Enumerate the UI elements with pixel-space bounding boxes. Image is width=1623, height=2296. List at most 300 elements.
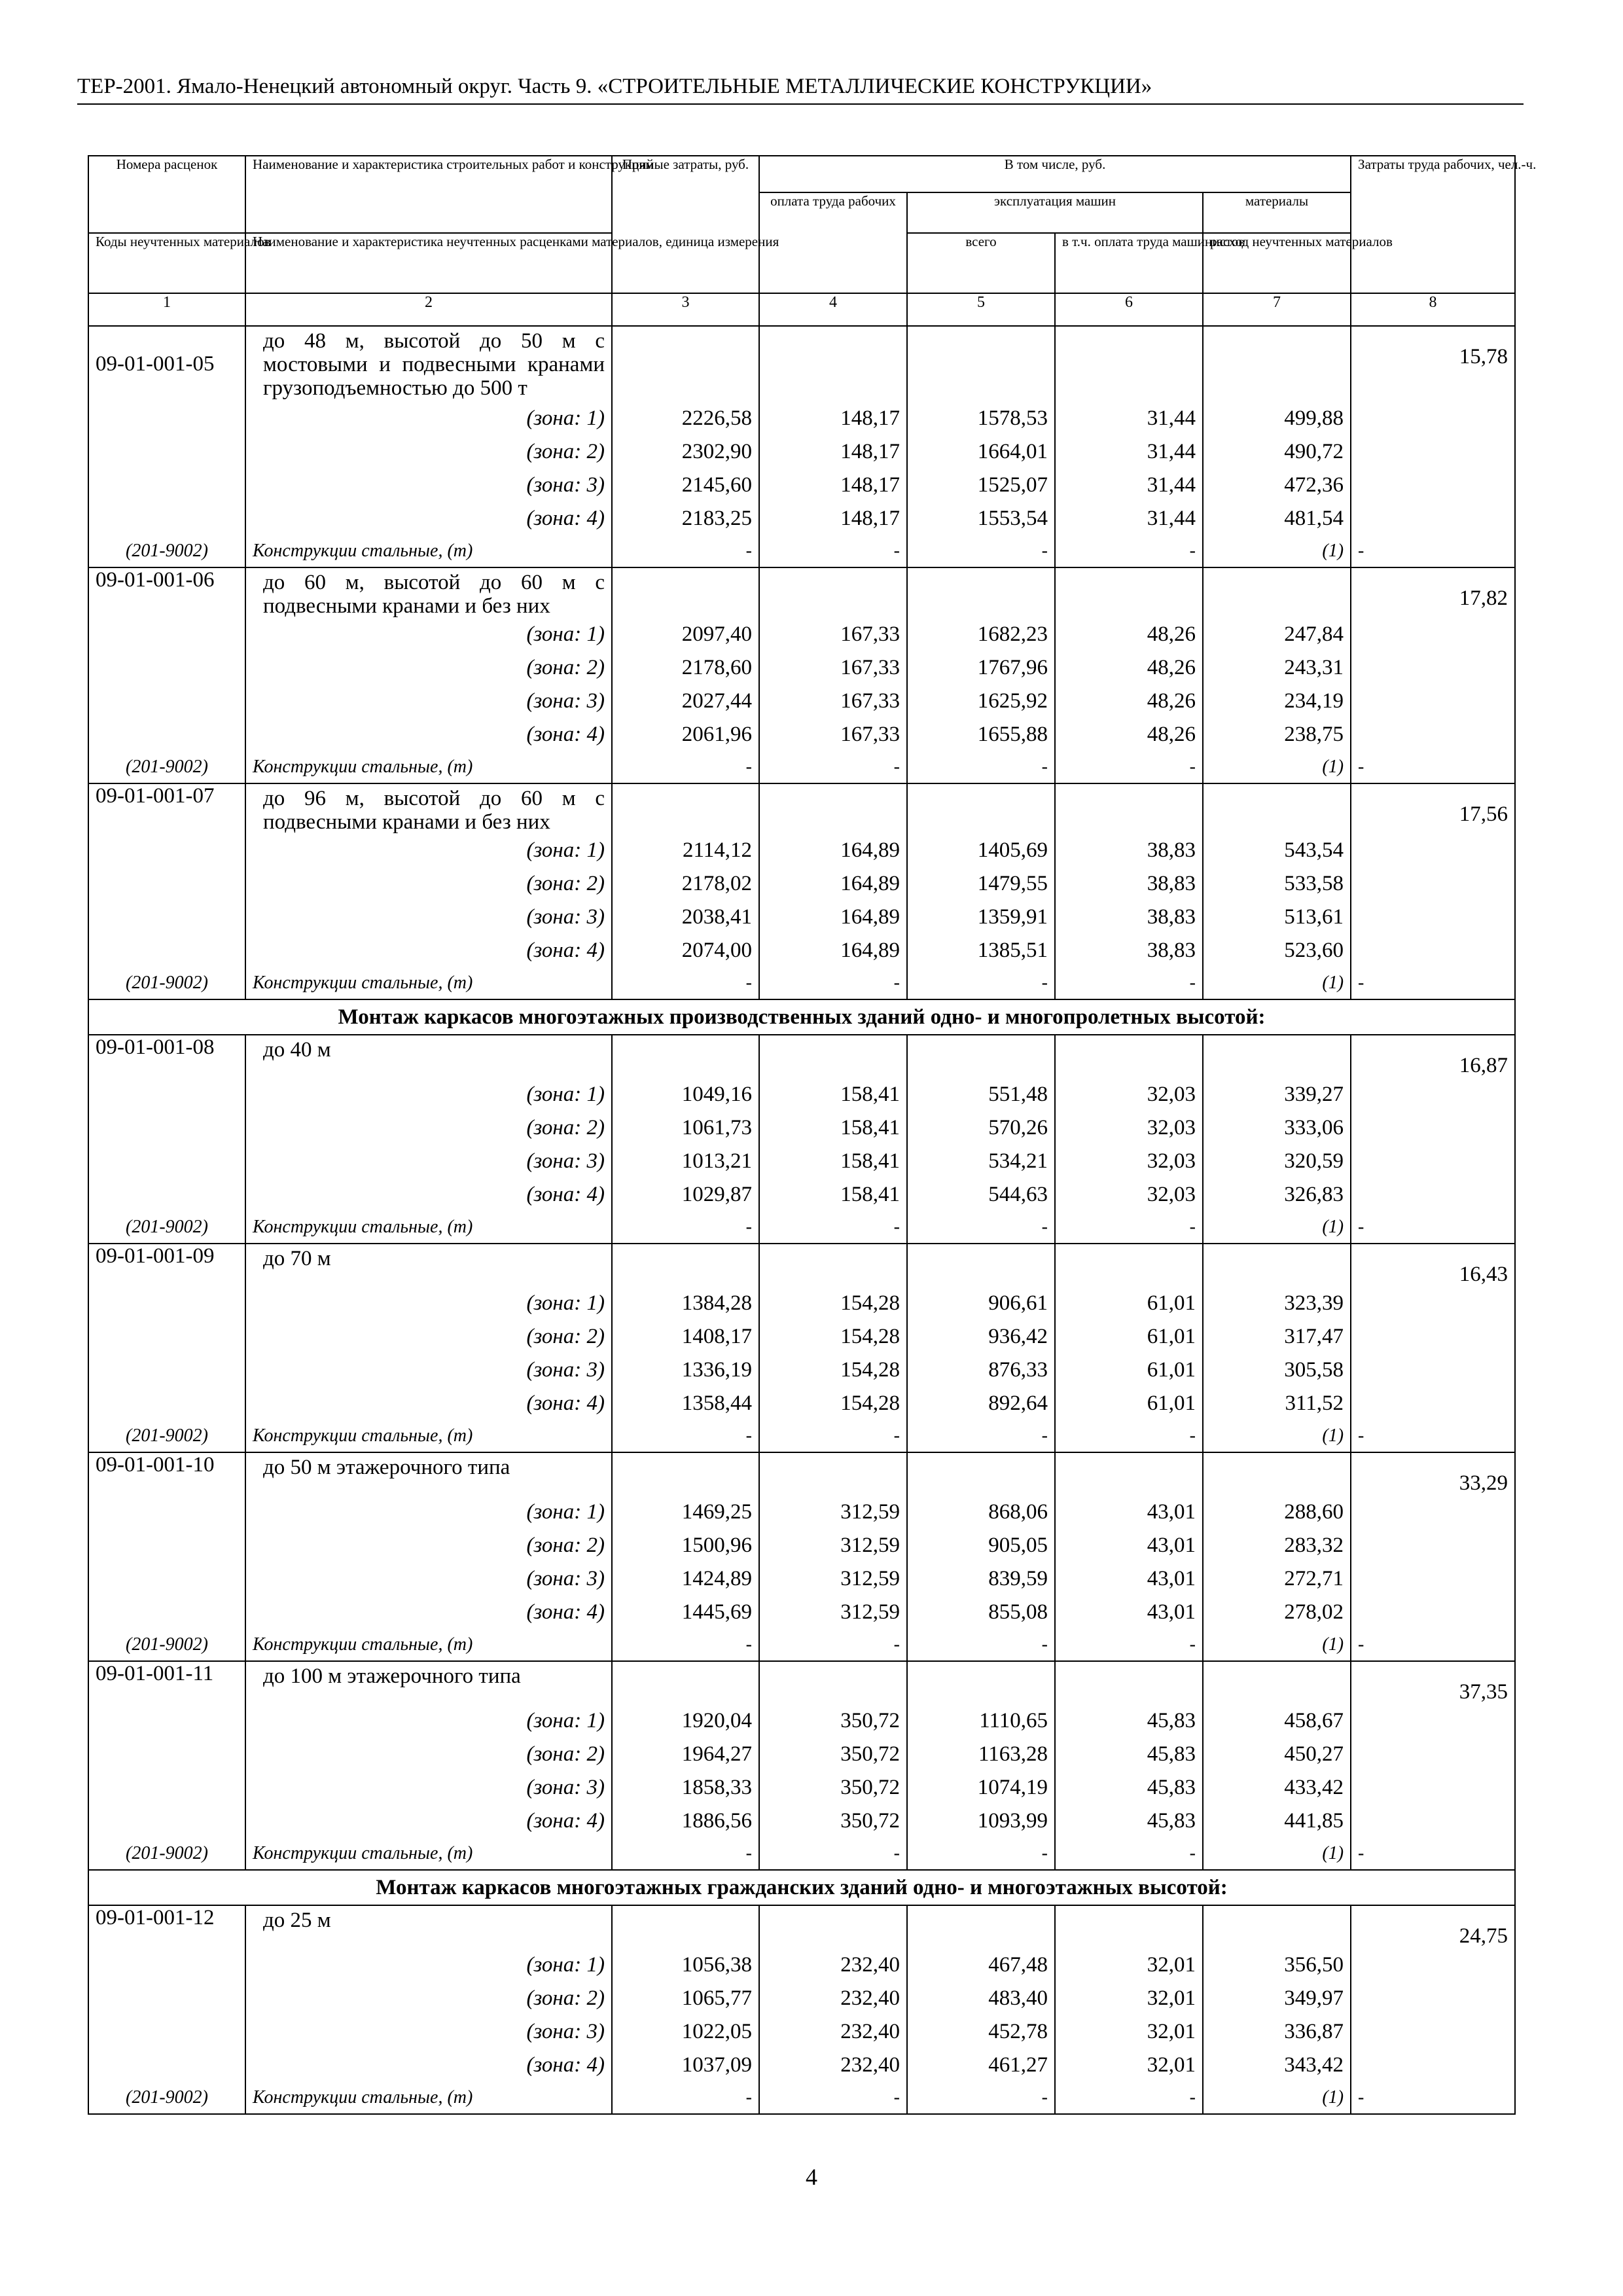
machines-total: 551,48 xyxy=(907,1078,1055,1111)
zone-row xyxy=(88,1387,1515,1420)
materials-cost: 356,50 xyxy=(1203,1948,1351,1982)
empty-cell xyxy=(1351,435,1515,469)
empty-cell xyxy=(1351,651,1515,685)
worker-pay: 232,40 xyxy=(759,1982,907,2015)
material-dash: - xyxy=(612,751,759,783)
material-dash: - xyxy=(907,1420,1055,1452)
empty-cell xyxy=(1203,1905,1351,1948)
empty-cell xyxy=(1055,567,1203,618)
machines-total: 1479,55 xyxy=(907,867,1055,901)
materials-cost: 513,61 xyxy=(1203,901,1351,934)
rate-item xyxy=(88,567,1515,783)
operator-pay: 45,83 xyxy=(1055,1738,1203,1771)
direct-cost: 2114,12 xyxy=(612,834,759,867)
header-rate-number: Номера расценок xyxy=(88,156,245,233)
empty-cell xyxy=(1351,685,1515,718)
materials-cost: 247,84 xyxy=(1203,618,1351,651)
operator-pay: 32,03 xyxy=(1055,1178,1203,1211)
empty-cell xyxy=(1351,1387,1515,1420)
operator-pay: 32,01 xyxy=(1055,1982,1203,2015)
material-code: (201-9002) xyxy=(88,2082,245,2114)
zone-row xyxy=(88,1111,1515,1145)
materials-cost: 481,54 xyxy=(1203,502,1351,535)
zone-row xyxy=(88,651,1515,685)
material-code: (201-9002) xyxy=(88,1420,245,1452)
material-quantity: (1) xyxy=(1203,751,1351,783)
operator-pay: 43,01 xyxy=(1055,1596,1203,1629)
operator-pay: 61,01 xyxy=(1055,1320,1203,1354)
machines-total: 1110,65 xyxy=(907,1704,1055,1738)
rate-code: 09-01-001-12 xyxy=(88,1905,245,1948)
machines-total: 892,64 xyxy=(907,1387,1055,1420)
operator-pay: 45,83 xyxy=(1055,1804,1203,1838)
rate-item xyxy=(88,1244,1515,1452)
rate-code: 09-01-001-09 xyxy=(88,1244,245,1287)
zone-row xyxy=(88,2049,1515,2082)
operator-pay: 45,83 xyxy=(1055,1704,1203,1738)
material-dash: - xyxy=(612,967,759,999)
operator-pay: 32,01 xyxy=(1055,1948,1203,1982)
direct-cost: 1858,33 xyxy=(612,1771,759,1804)
zone-label: (зона: 3) xyxy=(245,469,612,502)
material-name: Конструкции стальные, (т) xyxy=(245,1629,612,1661)
machines-total: 1767,96 xyxy=(907,651,1055,685)
material-quantity: (1) xyxy=(1203,1211,1351,1244)
material-name: Конструкции стальные, (т) xyxy=(245,2082,612,2114)
zone-row xyxy=(88,1320,1515,1354)
zone-row xyxy=(88,1771,1515,1804)
zone-label: (зона: 3) xyxy=(245,2015,612,2049)
rate-title-row xyxy=(88,1035,1515,1078)
labor-cost: 17,56 xyxy=(1351,783,1515,834)
empty-cell xyxy=(88,1354,245,1387)
material-quantity: (1) xyxy=(1203,967,1351,999)
empty-cell xyxy=(1351,618,1515,651)
rate-code: 09-01-001-06 xyxy=(88,567,245,618)
empty-cell xyxy=(1203,326,1351,402)
rate-title-text: до 25 м xyxy=(263,1909,331,1932)
labor-cost: 16,43 xyxy=(1351,1244,1515,1287)
rate-title-row xyxy=(88,1905,1515,1948)
worker-pay: 148,17 xyxy=(759,402,907,435)
material-dash: - xyxy=(1351,751,1515,783)
empty-cell xyxy=(759,1035,907,1078)
operator-pay: 31,44 xyxy=(1055,435,1203,469)
material-dash: - xyxy=(759,1838,907,1870)
zone-row xyxy=(88,685,1515,718)
labor-cost: 33,29 xyxy=(1351,1452,1515,1496)
zone-label: (зона: 4) xyxy=(245,1596,612,1629)
worker-pay: 148,17 xyxy=(759,502,907,535)
operator-pay: 61,01 xyxy=(1055,1354,1203,1387)
rate-title-row xyxy=(88,1244,1515,1287)
empty-cell xyxy=(1203,783,1351,834)
material-code: (201-9002) xyxy=(88,967,245,999)
materials-cost: 234,19 xyxy=(1203,685,1351,718)
material-dash: - xyxy=(1351,1420,1515,1452)
material-dash: - xyxy=(759,1629,907,1661)
rates-table xyxy=(88,155,1537,2115)
empty-cell xyxy=(88,718,245,751)
material-row xyxy=(88,535,1515,567)
worker-pay: 154,28 xyxy=(759,1387,907,1420)
direct-cost: 2145,60 xyxy=(612,469,759,502)
empty-cell xyxy=(88,1804,245,1838)
empty-cell xyxy=(1351,934,1515,967)
zone-label: (зона: 1) xyxy=(245,1948,612,1982)
rate-title-text: до 60 м, высотой до 60 м с подвесными кранами и без них xyxy=(263,571,605,618)
rate-item xyxy=(88,1452,1515,1661)
empty-cell xyxy=(88,402,245,435)
operator-pay: 48,26 xyxy=(1055,651,1203,685)
empty-cell xyxy=(1351,1562,1515,1596)
labor-cost: 16,87 xyxy=(1351,1035,1515,1078)
zone-row xyxy=(88,1562,1515,1596)
empty-cell xyxy=(612,1661,759,1704)
empty-cell xyxy=(1351,867,1515,901)
worker-pay: 232,40 xyxy=(759,2049,907,2082)
material-dash: - xyxy=(1055,1838,1203,1870)
worker-pay: 167,33 xyxy=(759,618,907,651)
empty-cell xyxy=(1351,1948,1515,1982)
direct-cost: 2027,44 xyxy=(612,685,759,718)
zone-label: (зона: 1) xyxy=(245,834,612,867)
empty-cell xyxy=(1351,2049,1515,2082)
empty-cell xyxy=(88,1738,245,1771)
material-dash: - xyxy=(759,1420,907,1452)
worker-pay: 350,72 xyxy=(759,1704,907,1738)
material-dash: - xyxy=(1351,1211,1515,1244)
direct-cost: 1029,87 xyxy=(612,1178,759,1211)
rate-title-text: до 100 м этажерочного типа xyxy=(263,1664,521,1688)
labor-cost: 15,78 xyxy=(1351,326,1515,402)
material-row xyxy=(88,967,1515,999)
machines-total: 1074,19 xyxy=(907,1771,1055,1804)
empty-cell xyxy=(907,1244,1055,1287)
empty-cell xyxy=(88,1145,245,1178)
rate-item xyxy=(88,1035,1515,1244)
zone-label: (зона: 2) xyxy=(245,435,612,469)
zone-label: (зона: 4) xyxy=(245,934,612,967)
empty-cell xyxy=(1055,783,1203,834)
machines-total: 452,78 xyxy=(907,2015,1055,2049)
empty-cell xyxy=(1351,1704,1515,1738)
empty-cell xyxy=(907,1661,1055,1704)
material-code: (201-9002) xyxy=(88,1629,245,1661)
rate-title-row xyxy=(88,1452,1515,1496)
empty-cell xyxy=(1351,1738,1515,1771)
operator-pay: 61,01 xyxy=(1055,1387,1203,1420)
empty-cell xyxy=(612,1244,759,1287)
zone-label: (зона: 3) xyxy=(245,901,612,934)
zone-row xyxy=(88,1982,1515,2015)
materials-cost: 288,60 xyxy=(1203,1496,1351,1529)
machines-total: 876,33 xyxy=(907,1354,1055,1387)
column-number: 6 xyxy=(1055,293,1203,326)
empty-cell xyxy=(88,834,245,867)
section-heading-group xyxy=(88,1870,1515,1905)
machines-total: 1163,28 xyxy=(907,1738,1055,1771)
zone-row xyxy=(88,402,1515,435)
machines-total: 1093,99 xyxy=(907,1804,1055,1838)
empty-cell xyxy=(88,1320,245,1354)
material-quantity: (1) xyxy=(1203,1838,1351,1870)
material-code: (201-9002) xyxy=(88,1211,245,1244)
operator-pay: 38,83 xyxy=(1055,901,1203,934)
direct-cost: 1022,05 xyxy=(612,2015,759,2049)
empty-cell xyxy=(1351,1145,1515,1178)
material-dash: - xyxy=(1351,967,1515,999)
worker-pay: 232,40 xyxy=(759,2015,907,2049)
zone-label: (зона: 2) xyxy=(245,1529,612,1562)
empty-cell xyxy=(1055,1035,1203,1078)
zone-row xyxy=(88,834,1515,867)
direct-cost: 2178,02 xyxy=(612,867,759,901)
operator-pay: 38,83 xyxy=(1055,834,1203,867)
rate-code: 09-01-001-08 xyxy=(88,1035,245,1078)
material-row xyxy=(88,1838,1515,1870)
machines-total: 1625,92 xyxy=(907,685,1055,718)
direct-cost: 1358,44 xyxy=(612,1387,759,1420)
material-dash: - xyxy=(1055,1211,1203,1244)
zone-row xyxy=(88,901,1515,934)
material-dash: - xyxy=(612,1420,759,1452)
rate-title xyxy=(245,567,612,618)
zone-row xyxy=(88,1354,1515,1387)
empty-cell xyxy=(612,326,759,402)
empty-cell xyxy=(759,567,907,618)
empty-cell xyxy=(88,1287,245,1320)
material-quantity: (1) xyxy=(1203,1420,1351,1452)
zone-row xyxy=(88,867,1515,901)
direct-cost: 2038,41 xyxy=(612,901,759,934)
worker-pay: 167,33 xyxy=(759,685,907,718)
materials-cost: 320,59 xyxy=(1203,1145,1351,1178)
machines-total: 534,21 xyxy=(907,1145,1055,1178)
zone-label: (зона: 1) xyxy=(245,1078,612,1111)
material-dash: - xyxy=(907,967,1055,999)
zone-label: (зона: 3) xyxy=(245,1354,612,1387)
rate-title-row xyxy=(88,326,1515,402)
zone-label: (зона: 1) xyxy=(245,618,612,651)
rate-title xyxy=(245,783,612,834)
worker-pay: 164,89 xyxy=(759,867,907,901)
direct-cost: 2061,96 xyxy=(612,718,759,751)
worker-pay: 148,17 xyxy=(759,435,907,469)
empty-cell xyxy=(1351,1078,1515,1111)
section-heading-group xyxy=(88,999,1515,1035)
operator-pay: 31,44 xyxy=(1055,502,1203,535)
section-heading: Монтаж каркасов многоэтажных производственных зданий одно- и многопролетных высотой: xyxy=(88,999,1515,1035)
rate-title xyxy=(245,1244,612,1287)
rate-code: 09-01-001-11 xyxy=(88,1661,245,1704)
direct-cost: 1964,27 xyxy=(612,1738,759,1771)
empty-cell xyxy=(907,1452,1055,1496)
machines-total: 570,26 xyxy=(907,1111,1055,1145)
empty-cell xyxy=(1351,1771,1515,1804)
empty-cell xyxy=(88,1387,245,1420)
section-heading-row xyxy=(88,999,1515,1035)
empty-cell xyxy=(88,1111,245,1145)
empty-cell xyxy=(88,1982,245,2015)
machines-total: 855,08 xyxy=(907,1596,1055,1629)
material-dash: - xyxy=(1055,2082,1203,2114)
operator-pay: 38,83 xyxy=(1055,934,1203,967)
empty-cell xyxy=(1055,1905,1203,1948)
zone-label: (зона: 3) xyxy=(245,1562,612,1596)
column-number: 5 xyxy=(907,293,1055,326)
material-dash: - xyxy=(907,2082,1055,2114)
worker-pay: 232,40 xyxy=(759,1948,907,1982)
zone-label: (зона: 1) xyxy=(245,1496,612,1529)
materials-cost: 311,52 xyxy=(1203,1387,1351,1420)
column-number: 7 xyxy=(1203,293,1351,326)
material-dash: - xyxy=(1351,535,1515,567)
materials-cost: 349,97 xyxy=(1203,1982,1351,2015)
materials-cost: 336,87 xyxy=(1203,2015,1351,2049)
empty-cell xyxy=(88,1078,245,1111)
worker-pay: 158,41 xyxy=(759,1078,907,1111)
header-materials: материалы xyxy=(1203,192,1351,233)
empty-cell xyxy=(88,469,245,502)
worker-pay: 350,72 xyxy=(759,1771,907,1804)
empty-cell xyxy=(88,867,245,901)
materials-cost: 543,54 xyxy=(1203,834,1351,867)
zone-label: (зона: 2) xyxy=(245,1982,612,2015)
machines-total: 467,48 xyxy=(907,1948,1055,1982)
empty-cell xyxy=(1351,1178,1515,1211)
rate-title-text: до 48 м, высотой до 50 м с мостовыми и подвесными кранами грузоподъемностью до 500 т xyxy=(263,329,605,400)
rate-code: 09-01-001-07 xyxy=(88,783,245,834)
empty-cell xyxy=(1203,1452,1351,1496)
empty-cell xyxy=(1203,567,1351,618)
materials-cost: 450,27 xyxy=(1203,1738,1351,1771)
direct-cost: 1408,17 xyxy=(612,1320,759,1354)
rate-title xyxy=(245,1905,612,1948)
material-dash: - xyxy=(759,1211,907,1244)
zone-label: (зона: 4) xyxy=(245,502,612,535)
column-number: 2 xyxy=(245,293,612,326)
section-heading-row xyxy=(88,1870,1515,1905)
empty-cell xyxy=(88,1596,245,1629)
material-quantity: (1) xyxy=(1203,535,1351,567)
material-dash: - xyxy=(612,535,759,567)
zone-row xyxy=(88,1704,1515,1738)
empty-cell xyxy=(1351,1354,1515,1387)
empty-cell xyxy=(612,1452,759,1496)
zone-label: (зона: 4) xyxy=(245,1387,612,1420)
zone-label: (зона: 3) xyxy=(245,1771,612,1804)
empty-cell xyxy=(759,1452,907,1496)
material-dash: - xyxy=(1055,1629,1203,1661)
empty-cell xyxy=(1351,1982,1515,2015)
empty-cell xyxy=(88,1948,245,1982)
material-name: Конструкции стальные, (т) xyxy=(245,535,612,567)
operator-pay: 31,44 xyxy=(1055,402,1203,435)
material-row xyxy=(88,1629,1515,1661)
worker-pay: 158,41 xyxy=(759,1111,907,1145)
header-work-name: Наименование и характеристика строительных работ и конструкций xyxy=(245,156,612,233)
material-dash: - xyxy=(907,1838,1055,1870)
material-row xyxy=(88,1211,1515,1244)
material-row xyxy=(88,1420,1515,1452)
empty-cell xyxy=(907,783,1055,834)
header-direct-costs: Прямые затраты, руб. xyxy=(612,156,759,293)
material-dash: - xyxy=(907,751,1055,783)
machines-total: 905,05 xyxy=(907,1529,1055,1562)
material-name: Конструкции стальные, (т) xyxy=(245,967,612,999)
empty-cell xyxy=(1351,469,1515,502)
materials-cost: 458,67 xyxy=(1203,1704,1351,1738)
zone-row xyxy=(88,2015,1515,2049)
direct-cost: 1056,38 xyxy=(612,1948,759,1982)
material-dash: - xyxy=(1055,751,1203,783)
direct-cost: 1445,69 xyxy=(612,1596,759,1629)
empty-cell xyxy=(1203,1244,1351,1287)
rate-item xyxy=(88,326,1515,567)
direct-cost: 1037,09 xyxy=(612,2049,759,2082)
direct-cost: 2226,58 xyxy=(612,402,759,435)
direct-cost: 1061,73 xyxy=(612,1111,759,1145)
direct-cost: 1500,96 xyxy=(612,1529,759,1562)
materials-cost: 490,72 xyxy=(1203,435,1351,469)
materials-cost: 472,36 xyxy=(1203,469,1351,502)
worker-pay: 154,28 xyxy=(759,1320,907,1354)
zone-row xyxy=(88,502,1515,535)
empty-cell xyxy=(1351,1596,1515,1629)
worker-pay: 164,89 xyxy=(759,934,907,967)
worker-pay: 164,89 xyxy=(759,901,907,934)
empty-cell xyxy=(88,934,245,967)
worker-pay: 158,41 xyxy=(759,1178,907,1211)
rate-item xyxy=(88,1905,1515,2114)
machines-total: 839,59 xyxy=(907,1562,1055,1596)
direct-cost: 1065,77 xyxy=(612,1982,759,2015)
material-dash: - xyxy=(612,1211,759,1244)
labor-cost: 37,35 xyxy=(1351,1661,1515,1704)
materials-cost: 238,75 xyxy=(1203,718,1351,751)
materials-cost: 283,32 xyxy=(1203,1529,1351,1562)
material-dash: - xyxy=(1055,1420,1203,1452)
material-row xyxy=(88,2082,1515,2114)
empty-cell xyxy=(1351,901,1515,934)
material-code: (201-9002) xyxy=(88,1838,245,1870)
empty-cell xyxy=(88,2015,245,2049)
materials-cost: 441,85 xyxy=(1203,1804,1351,1838)
direct-cost: 1013,21 xyxy=(612,1145,759,1178)
zone-row xyxy=(88,1287,1515,1320)
materials-cost: 278,02 xyxy=(1203,1596,1351,1629)
material-dash: - xyxy=(1055,967,1203,999)
zone-label: (зона: 4) xyxy=(245,2049,612,2082)
empty-cell xyxy=(1351,718,1515,751)
zone-label: (зона: 2) xyxy=(245,1738,612,1771)
direct-cost: 1384,28 xyxy=(612,1287,759,1320)
materials-cost: 272,71 xyxy=(1203,1562,1351,1596)
operator-pay: 31,44 xyxy=(1055,469,1203,502)
materials-cost: 326,83 xyxy=(1203,1178,1351,1211)
materials-cost: 339,27 xyxy=(1203,1078,1351,1111)
material-dash: - xyxy=(612,1629,759,1661)
empty-cell xyxy=(1203,1661,1351,1704)
zone-row xyxy=(88,1078,1515,1111)
rate-title-text: до 50 м этажерочного типа xyxy=(263,1456,510,1479)
column-number: 3 xyxy=(612,293,759,326)
material-name: Конструкции стальные, (т) xyxy=(245,1211,612,1244)
rate-title-row xyxy=(88,1661,1515,1704)
empty-cell xyxy=(907,567,1055,618)
empty-cell xyxy=(88,901,245,934)
